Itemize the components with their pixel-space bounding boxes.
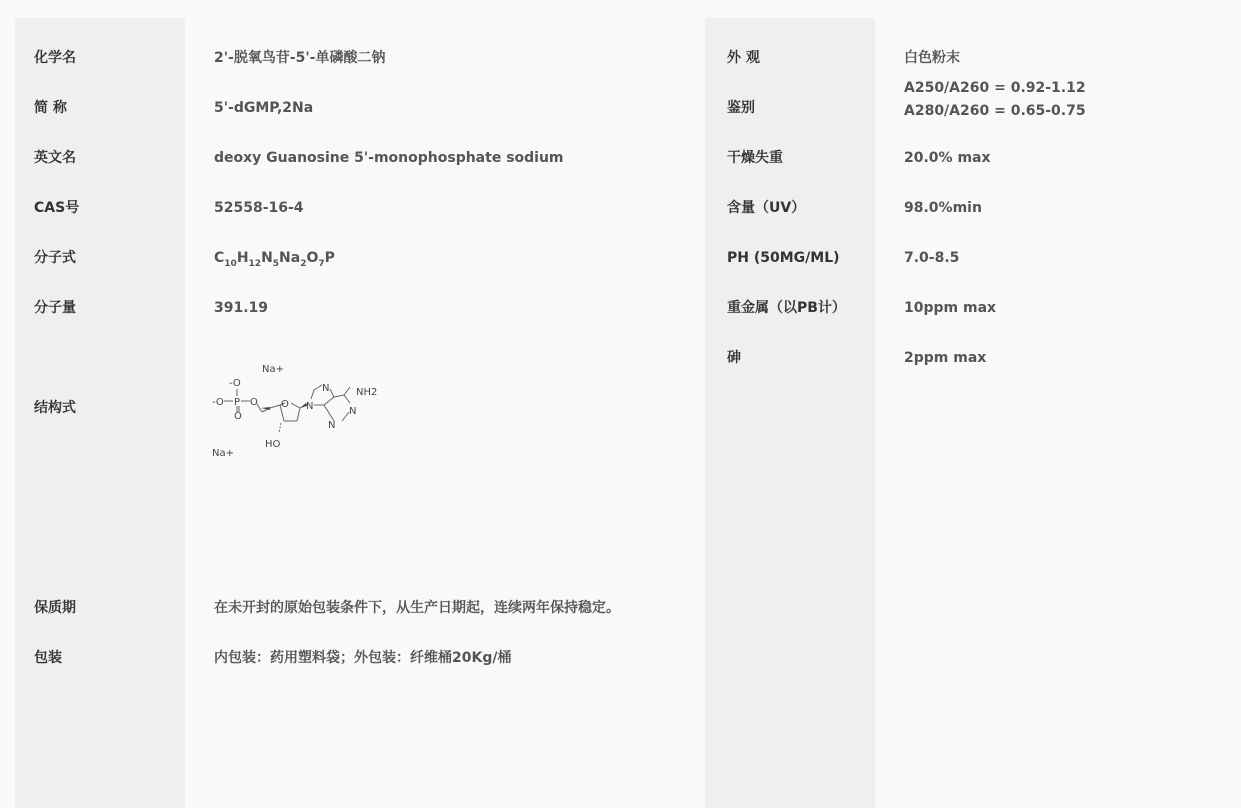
o-double-label: O [234,411,242,422]
value-shelf-life: 在未开封的原始包装条件下，从生产日期起，连续两年保持稳定。 [214,600,620,616]
nh2-label: NH2 [356,387,378,398]
o-link-label: O [250,397,258,408]
label-english-name: 英文名 [34,150,76,166]
label-cas: CAS号 [34,200,80,216]
value-abbreviation: 5'-dGMP,2Na [214,100,314,116]
value-ph: 7.0-8.5 [904,250,960,266]
o-minus-top-label: -O [229,378,241,389]
label-assay: 含量（UV） [727,200,806,216]
left-label-column [15,18,185,808]
right-value-column [875,18,1241,808]
label-appearance: 外 观 [727,50,760,66]
value-heavy-metals: 10ppm max [904,300,997,316]
value-loss-on-drying: 20.0% max [904,150,991,166]
label-loss-on-drying: 干燥失重 [727,150,783,166]
label-structure: 结构式 [34,400,76,416]
value-molecular-weight: 391.19 [214,300,269,316]
p-label: P [234,397,241,408]
ho-label: HO [265,439,281,450]
o-ring-label: O [281,399,289,410]
label-ph: PH (50MG/ML) [727,250,840,266]
identification-line-2: A280/A260 = 0.65-0.75 [904,103,1086,119]
n-ring-label: N [306,401,314,412]
n-bottom-label: N [328,420,336,431]
label-shelf-life: 保质期 [34,600,76,616]
na-top-label: Na+ [262,364,284,375]
n-top-label: N [322,383,330,394]
value-identification [904,77,1086,123]
value-arsenic: 2ppm max [904,350,987,366]
value-appearance: 白色粉末 [904,50,960,66]
value-cas: 52558-16-4 [214,200,304,216]
na-bottom-label: Na+ [212,448,234,459]
label-arsenic: 砷 [727,350,741,366]
right-label-column [705,18,875,808]
label-abbreviation: 简 称 [34,100,67,116]
label-heavy-metals: 重金属（以PB计） [727,300,846,316]
o-minus-left-label: -O [212,397,224,408]
left-value-column [185,18,705,808]
identification-line-1: A250/A260 = 0.92-1.12 [904,80,1086,96]
n-right-label: N [349,406,357,417]
label-chemical-name: 化学名 [34,50,76,66]
label-formula: 分子式 [34,250,76,266]
structure-diagram [210,363,390,468]
value-chemical-name: 2'-脱氧鸟苷-5'-单磷酸二钠 [214,50,386,66]
label-molecular-weight: 分子量 [34,300,76,316]
value-assay: 98.0%min [904,200,982,216]
value-packaging: 内包装：药用塑料袋；外包装：纤维桶20Kg/桶 [214,650,512,666]
label-packaging: 包装 [34,650,62,666]
value-english-name: deoxy Guanosine 5'-monophosphate sodium [214,150,564,166]
value-formula: $C_{10}H_{12}N_5Na_2O_7P$ [214,250,335,269]
label-identification: 鉴别 [727,100,755,116]
